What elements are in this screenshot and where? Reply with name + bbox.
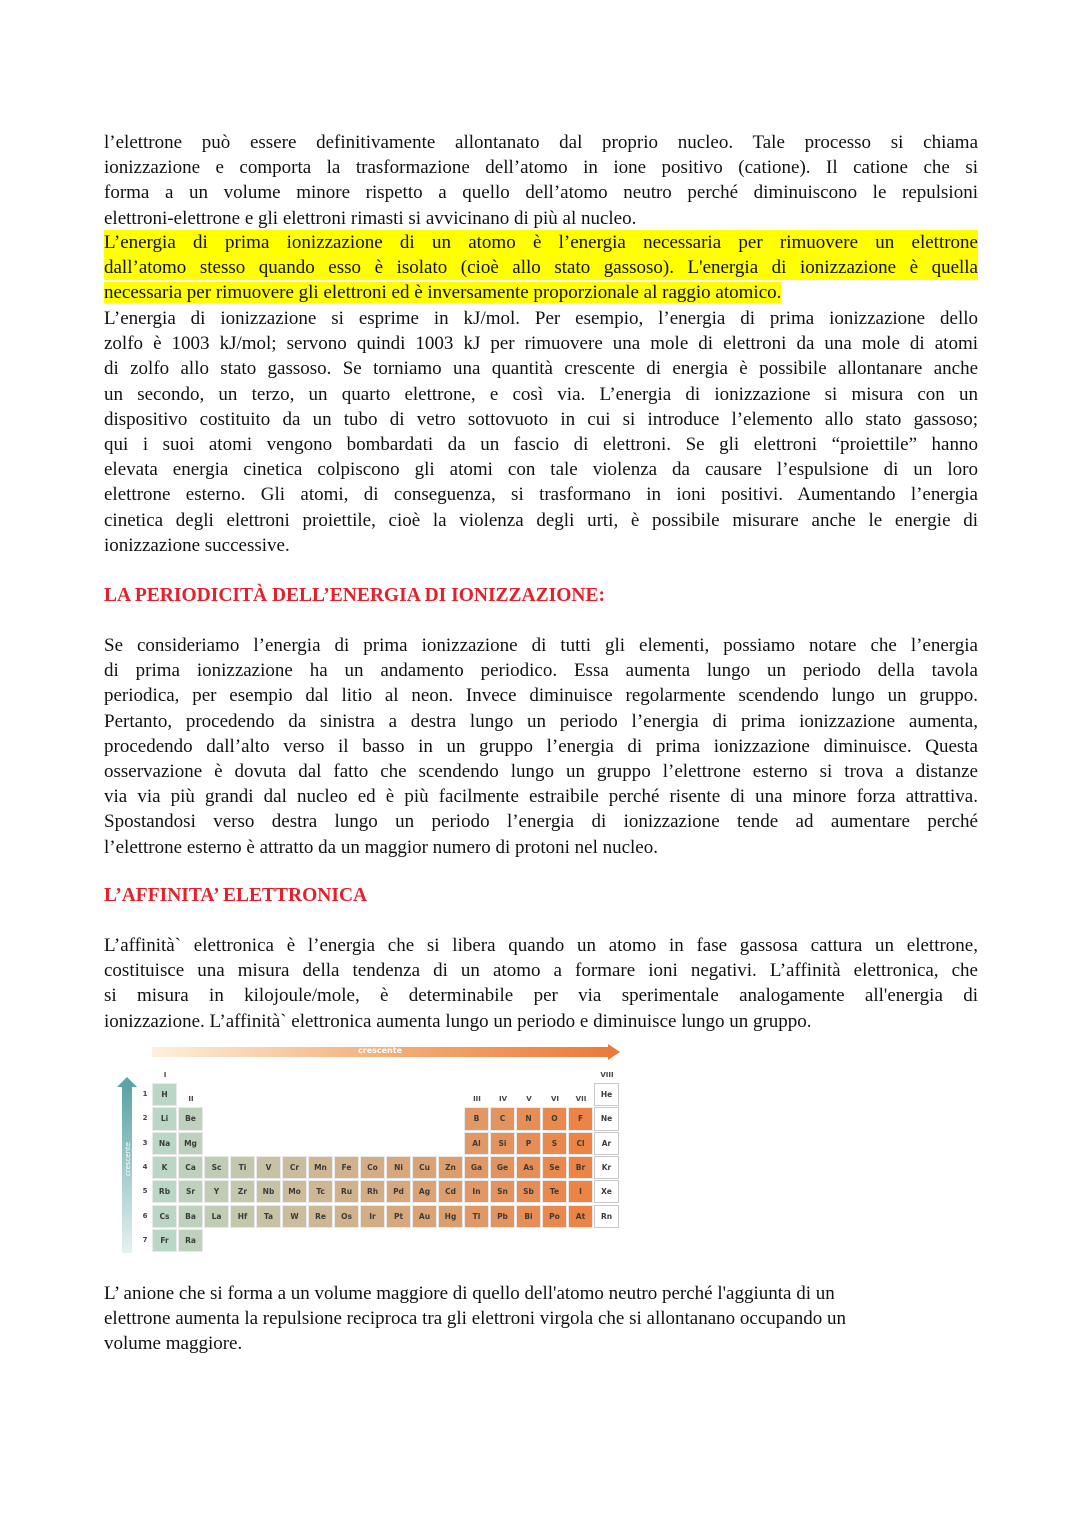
- text-line-content: necessaria per rimuovere gli elettroni ed è inversamente proporzionale al raggio atomico.: [104, 282, 782, 304]
- element-cell: F: [568, 1107, 593, 1130]
- period-label: 3: [142, 1138, 148, 1147]
- periodic-table-figure: [118, 1043, 623, 1255]
- text-line: [104, 983, 978, 1008]
- element-cell: Rn: [594, 1205, 619, 1228]
- element-cell: Li: [152, 1107, 177, 1130]
- element-cell: Ge: [490, 1156, 515, 1179]
- element-cell: Cl: [568, 1132, 593, 1155]
- text-line: [104, 734, 978, 759]
- paragraph-highlighted-definition: [104, 230, 978, 306]
- element-cell: B: [464, 1107, 489, 1130]
- text-line-content: via via più grandi dal nucleo ed è più facilmente estraibile perché risente di una minore forza attrattiva.: [104, 786, 978, 808]
- text-line-content: qui i suoi atomi vengono bombardati da un fascio di elettroni. Se gli elettroni “proiettile” hanno: [104, 433, 978, 455]
- period-label: 4: [142, 1162, 148, 1171]
- group-label: VII: [575, 1095, 587, 1103]
- paragraph-anion: [104, 1281, 978, 1357]
- group-label: IV: [498, 1095, 508, 1103]
- element-cell: Si: [490, 1132, 515, 1155]
- element-cell: La: [204, 1205, 229, 1228]
- element-cell: Zn: [438, 1156, 463, 1179]
- element-cell: Tc: [308, 1180, 333, 1203]
- element-cell: Nb: [256, 1180, 281, 1203]
- element-cell: At: [568, 1205, 593, 1228]
- text-line-content: Spostandosi verso destra lungo un periodo l’energia di ionizzazione tende ad aumentare perché: [104, 811, 978, 833]
- text-line-content: elettrone aumenta la repulsione reciproca tra gli elettroni virgola che si allontanano occupando un: [104, 1308, 846, 1330]
- text-line-content: osservazione è dovuta dal fatto che scendendo lungo un gruppo l’elettrone esterno si trova a distanze: [104, 760, 978, 782]
- element-cell: I: [568, 1180, 593, 1203]
- text-line-content: L’affinità` elettronica è l’energia che si libera quando un atomo in fase gassosa cattura un elettrone,: [104, 935, 978, 956]
- element-cell: Ne: [594, 1107, 619, 1130]
- text-line-content: periodica, per esempio dal litio al neon. Invece diminuisce regolarmente scendendo lungo un gruppo.: [104, 685, 978, 707]
- arrow-right-icon: [608, 1044, 620, 1060]
- text-line-content: si misura in kilojoule/mole, è determinabile per via sperimentale analogamente all'energia di: [104, 985, 978, 1007]
- period-label: 5: [142, 1187, 148, 1196]
- text-line: [104, 1009, 978, 1034]
- text-line: [104, 206, 978, 231]
- text-line: [104, 130, 978, 155]
- element-cell: H: [152, 1083, 177, 1106]
- element-cell: Mg: [178, 1132, 203, 1155]
- element-cell: Cr: [282, 1156, 307, 1179]
- paragraph-ionization-intro: [104, 130, 978, 231]
- element-cell: Co: [360, 1156, 385, 1179]
- text-line: [104, 1281, 978, 1306]
- element-cell: O: [542, 1107, 567, 1130]
- period-label: 7: [142, 1235, 148, 1244]
- group-label: VI: [550, 1095, 560, 1103]
- text-line: [104, 230, 978, 255]
- text-line-content: dall’atomo stesso quando esso è isolato (cioè allo stato gassoso). L'energia di ionizzazione è quella: [104, 257, 978, 279]
- text-line-content: cinetica degli elettroni proiettile, cioè la violenza degli urti, è possibile misurare anche le energie di: [104, 509, 978, 531]
- horizontal-arrow-label: crescente: [358, 1046, 402, 1055]
- text-line-content: ionizzazione e comporta la trasformazione dell’atomo in ione positivo (catione). Il catione che si: [104, 157, 978, 179]
- text-line: [104, 933, 978, 958]
- element-cell: Al: [464, 1132, 489, 1155]
- text-line-content: l’elettrone può essere definitivamente allontanato dal proprio nucleo. Tale processo si chiama: [104, 132, 978, 153]
- paragraph-periodicity: [104, 633, 978, 860]
- text-line: [104, 331, 978, 356]
- element-cell: S: [542, 1132, 567, 1155]
- text-line-content: L’ anione che si forma a un volume maggiore di quello dell'atomo neutro perché l'aggiunta di un: [104, 1283, 835, 1304]
- period-label: 1: [142, 1090, 148, 1098]
- text-line-content: forma a un volume minore rispetto a quello dell’atomo neutro perché diminuiscono le repulsioni: [104, 182, 978, 204]
- text-line: [104, 482, 978, 507]
- element-cell: Se: [542, 1156, 567, 1179]
- text-line: [104, 809, 978, 834]
- element-cell: Tl: [464, 1205, 489, 1228]
- element-cell: Os: [334, 1205, 359, 1228]
- element-cell: Mn: [308, 1156, 333, 1179]
- element-cell: Ta: [256, 1205, 281, 1228]
- heading-affinity: L’AFFINITA’ ELETTRONICA: [104, 885, 368, 906]
- text-line-content: ionizzazione successive.: [104, 534, 290, 556]
- element-cell: C: [490, 1107, 515, 1130]
- text-line-content: ionizzazione. L’affinità` elettronica aumenta lungo un periodo e diminuisce lungo un gruppo.: [104, 1010, 812, 1032]
- text-line-content: elettrone esterno. Gli atomi, di conseguenza, si trasformano in ioni positivi. Aumentando l’energia: [104, 484, 978, 506]
- element-cell: Rh: [360, 1180, 385, 1203]
- element-cell: Sc: [204, 1156, 229, 1179]
- text-line-content: costituisce una misura della tendenza di un atomo a formare ioni negativi. L’affinità elettronica, che: [104, 960, 978, 982]
- arrow-up-icon: [117, 1077, 137, 1087]
- element-cell: W: [282, 1205, 307, 1228]
- element-cell: Sr: [178, 1180, 203, 1203]
- element-cell: Fe: [334, 1156, 359, 1179]
- element-cell: Pb: [490, 1205, 515, 1228]
- element-cell: Ba: [178, 1205, 203, 1228]
- element-cell: Rb: [152, 1180, 177, 1203]
- text-line: [104, 382, 978, 407]
- text-line: [104, 835, 978, 860]
- element-cell: Cd: [438, 1180, 463, 1203]
- text-line: [104, 180, 978, 205]
- element-cell: N: [516, 1107, 541, 1130]
- group-label: II: [188, 1095, 194, 1103]
- element-cell: Ir: [360, 1205, 385, 1228]
- text-line: [104, 155, 978, 180]
- element-cell: Sn: [490, 1180, 515, 1203]
- text-line-content: Se consideriamo l’energia di prima ionizzazione di tutti gli elementi, possiamo notare che l’energia: [104, 635, 978, 656]
- text-line: [104, 683, 978, 708]
- element-cell: Fr: [152, 1229, 177, 1252]
- element-cell: Pd: [386, 1180, 411, 1203]
- text-line: [104, 508, 978, 533]
- text-line: [104, 633, 978, 658]
- text-line: [104, 1306, 978, 1331]
- element-cell: Ga: [464, 1156, 489, 1179]
- element-cell: Ag: [412, 1180, 437, 1203]
- element-cell: Ti: [230, 1156, 255, 1179]
- text-line: [104, 356, 978, 381]
- text-line: [104, 759, 978, 784]
- heading-periodicity: LA PERIODICITÀ DELL’ENERGIA DI IONIZZAZIONE:: [104, 585, 605, 606]
- text-line-content: di prima ionizzazione ha un andamento periodico. Essa aumenta lungo un periodo della tavola: [104, 660, 978, 682]
- text-line-content: l’elettrone esterno è attratto da un maggior numero di protoni nel nucleo.: [104, 836, 658, 858]
- group-label: V: [526, 1095, 532, 1103]
- text-line-content: volume maggiore.: [104, 1333, 243, 1355]
- text-line: [104, 1331, 978, 1356]
- text-line: [104, 658, 978, 683]
- element-cell: Cs: [152, 1205, 177, 1228]
- element-cell: Te: [542, 1180, 567, 1203]
- element-cell: Na: [152, 1132, 177, 1155]
- period-label: 6: [142, 1211, 148, 1220]
- text-line: [104, 533, 978, 558]
- paragraph-affinity: [104, 933, 978, 1034]
- text-line-content: procedendo dall’alto verso il basso in un gruppo l’energia di prima ionizzazione diminuisce. Questa: [104, 735, 978, 757]
- element-cell: Be: [178, 1107, 203, 1130]
- text-line: [104, 306, 978, 331]
- element-cell: Ar: [594, 1132, 619, 1155]
- text-line-content: di zolfo allo stato gassoso. Se torniamo una quantità crescente di energia è possibile allontanare anche: [104, 358, 978, 380]
- text-line: [104, 784, 978, 809]
- element-cell: Br: [568, 1156, 593, 1179]
- element-cell: Au: [412, 1205, 437, 1228]
- vertical-arrow-label: crescente: [124, 1141, 132, 1177]
- element-cell: As: [516, 1156, 541, 1179]
- element-cell: In: [464, 1180, 489, 1203]
- element-cell: Ra: [178, 1229, 203, 1252]
- text-line: [104, 958, 978, 983]
- element-cell: V: [256, 1156, 281, 1179]
- text-line: [104, 432, 978, 457]
- text-line: [104, 407, 978, 432]
- element-cell: Ni: [386, 1156, 411, 1179]
- element-cell: Kr: [594, 1156, 619, 1179]
- text-line: [104, 280, 978, 305]
- element-cell: Hg: [438, 1205, 463, 1228]
- text-line: [104, 709, 978, 734]
- element-cell: Sb: [516, 1180, 541, 1203]
- element-cell: He: [594, 1083, 619, 1106]
- element-cell: Cu: [412, 1156, 437, 1179]
- element-cell: P: [516, 1132, 541, 1155]
- text-line: [104, 457, 978, 482]
- group-label: I: [163, 1071, 167, 1079]
- text-line-content: un secondo, un terzo, un quarto elettrone, e così via. L’energia di ionizzazione si misura con un: [104, 383, 978, 405]
- paragraph-ionization-measure: [104, 306, 978, 558]
- element-cell: Po: [542, 1205, 567, 1228]
- period-label: 2: [142, 1114, 148, 1123]
- text-line-content: L’energia di ionizzazione si esprime in kJ/mol. Per esempio, l’energia di prima ionizzazione dello: [104, 308, 978, 329]
- element-cell: Pt: [386, 1205, 411, 1228]
- element-cell: Re: [308, 1205, 333, 1228]
- element-cell: K: [152, 1156, 177, 1179]
- element-cell: Ru: [334, 1180, 359, 1203]
- element-cell: Y: [204, 1180, 229, 1203]
- text-line-content: Pertanto, procedendo da sinistra a destra lungo un periodo l’energia di prima ionizzazione aumenta,: [104, 710, 978, 732]
- text-line-content: dispositivo costituito da un tubo di vetro sottovuoto in cui si introduce l’elemento allo stato gassoso;: [104, 408, 978, 430]
- text-line-content: elevata energia cinetica colpiscono gli atomi con tale violenza da causare l’espulsione di un loro: [104, 459, 978, 481]
- element-cell: Ca: [178, 1156, 203, 1179]
- text-line-content: elettroni-elettrone e gli elettroni rimasti si avvicinano di più al nucleo.: [104, 207, 637, 229]
- element-cell: Zr: [230, 1180, 255, 1203]
- text-line-content: zolfo è 1003 kJ/mol; servono quindi 1003 kJ per rimuovere una mole di elettroni da una mole di atomi: [104, 333, 978, 355]
- text-line: [104, 255, 978, 280]
- group-label: VIII: [600, 1071, 614, 1079]
- element-cell: Hf: [230, 1205, 255, 1228]
- text-line-content: L’energia di prima ionizzazione di un atomo è l’energia necessaria per rimuovere un elettrone: [104, 232, 978, 253]
- group-label: III: [473, 1095, 481, 1103]
- element-cell: Xe: [594, 1180, 619, 1203]
- element-cell: Bi: [516, 1205, 541, 1228]
- element-cell: Mo: [282, 1180, 307, 1203]
